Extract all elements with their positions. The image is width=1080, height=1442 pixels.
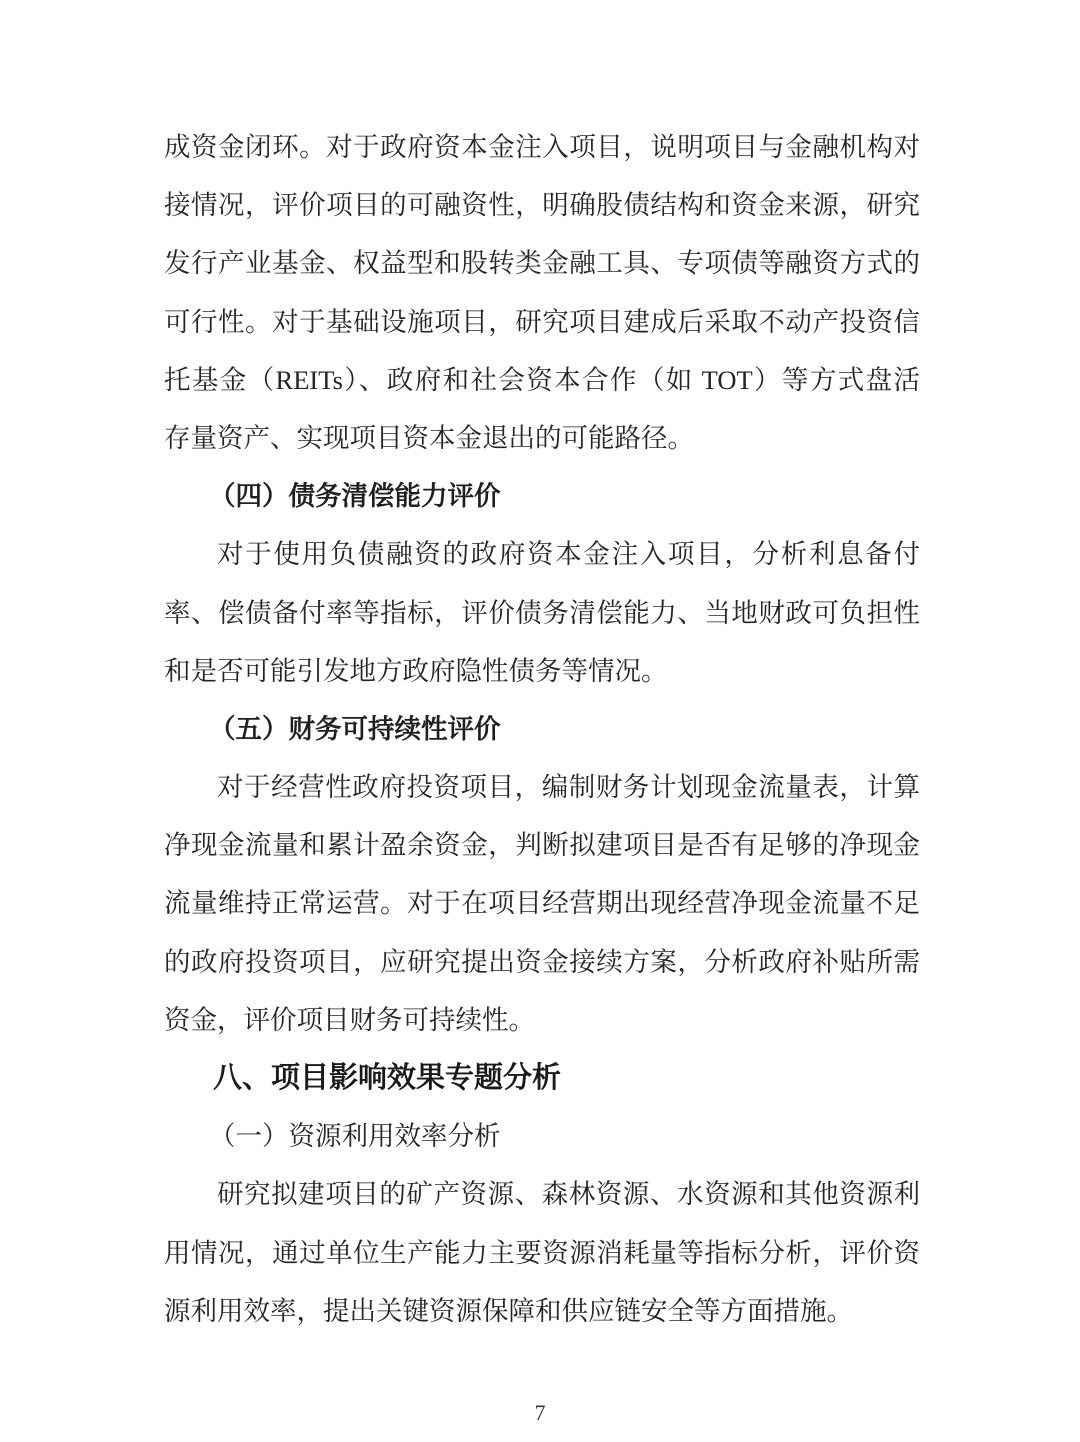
section-heading-resource-efficiency: （一）资源利用效率分析 bbox=[209, 1121, 501, 1152]
text-line: 存量资产、实现项目资本金退出的可能路径。 bbox=[164, 422, 694, 453]
chapter-heading-impact-analysis: 八、项目影响效果专题分析 bbox=[213, 1062, 562, 1094]
section-heading-debt-repayment: （四）债务清偿能力评价 bbox=[209, 481, 501, 512]
text-line: 发行产业基金、权益型和股转类金融工具、专项债等融资方式的 bbox=[164, 248, 920, 279]
text-line: 可行性。对于基础设施项目，研究项目建成后采取不动产投资信 bbox=[164, 306, 920, 337]
text-line: 率、偿债备付率等指标，评价债务清偿能力、当地财政可负担性 bbox=[164, 597, 920, 628]
text-line: 资金，评价项目财务可持续性。 bbox=[164, 1004, 535, 1035]
text-line: 研究拟建项目的矿产资源、森林资源、水资源和其他资源利 bbox=[217, 1179, 920, 1210]
text-line: 的政府投资项目，应研究提出资金接续方案，分析政府补贴所需 bbox=[164, 946, 920, 977]
text-line: 用情况，通过单位生产能力主要资源消耗量等指标分析，评价资 bbox=[164, 1237, 920, 1268]
text-line: 源利用效率，提出关键资源保障和供应链安全等方面措施。 bbox=[164, 1295, 853, 1326]
text-line: 和是否可能引发地方政府隐性债务等情况。 bbox=[164, 655, 668, 686]
document-content bbox=[164, 118, 920, 1340]
text-line: 成资金闭环。对于政府资本金注入项目，说明项目与金融机构对 bbox=[164, 132, 920, 162]
text-line: 接情况，评价项目的可融资性，明确股债结构和资金来源，研究 bbox=[164, 190, 920, 221]
page-number: 7 bbox=[534, 1400, 546, 1425]
text-line: 托基金（REITs）、政府和社会资本合作（如 TOT）等方式盘活 bbox=[164, 364, 920, 395]
text-line: 流量维持正常运营。对于在项目经营期出现经营净现金流量不足 bbox=[164, 888, 920, 919]
text-line: 对于经营性政府投资项目，编制财务计划现金流量表，计算 bbox=[217, 772, 920, 803]
text-line: 对于使用负债融资的政府资本金注入项目，分析利息备付 bbox=[217, 539, 920, 570]
text-line: 净现金流量和累计盈余资金，判断拟建项目是否有足够的净现金 bbox=[164, 830, 920, 861]
section-heading-financial-sustainability: （五）财务可持续性评价 bbox=[209, 713, 501, 744]
